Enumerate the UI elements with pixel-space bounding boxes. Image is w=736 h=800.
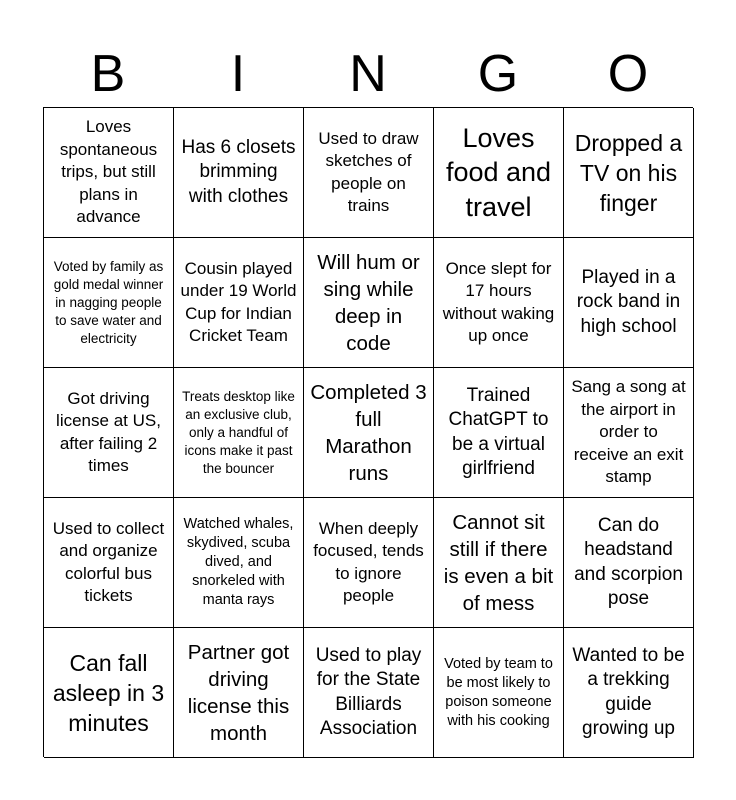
- bingo-cell[interactable]: [174, 498, 304, 628]
- cell-text: Dropped a TV on his finger: [574, 129, 683, 216]
- cell-text: Cousin played under 19 World Cup for Indian Cricket Team: [180, 258, 297, 345]
- title-letter-b: B: [90, 45, 126, 103]
- cell-text: Watched whales, skydived, scuba dived, and snorkeled with manta rays: [183, 516, 294, 608]
- cell-text: Trained ChatGPT to be a virtual girlfriend: [448, 384, 549, 479]
- bingo-cell[interactable]: [304, 498, 434, 628]
- bingo-cell[interactable]: [564, 368, 694, 498]
- bingo-cell[interactable]: [304, 368, 434, 498]
- title-letter-g: G: [477, 45, 519, 103]
- bingo-cell[interactable]: [564, 628, 694, 758]
- bingo-cell[interactable]: [304, 108, 434, 238]
- cell-text: Cannot sit still if there is even a bit of mess: [443, 510, 554, 615]
- bingo-cell[interactable]: [304, 238, 434, 368]
- bingo-cell[interactable]: [44, 628, 174, 758]
- cell-text: Can do headstand and scorpion pose: [574, 514, 683, 609]
- cell-text: Voted by team to be most likely to poison someone with his cooking: [444, 655, 553, 729]
- cell-text: Got driving license at US, after failing 2 times: [56, 388, 161, 475]
- cell-text: Treats desktop like an exclusive club, only a handful of icons make it past the bouncer: [182, 388, 295, 476]
- cell-text: When deeply focused, tends to ignore people: [313, 518, 424, 605]
- bingo-cell[interactable]: [174, 108, 304, 238]
- cell-text: Has 6 closets brimming with clothes: [181, 136, 296, 207]
- cell-text: Completed 3 full Marathon runs: [310, 380, 427, 485]
- cell-text: Will hum or sing while deep in code: [317, 250, 420, 355]
- bingo-cell[interactable]: [434, 108, 564, 238]
- bingo-cell[interactable]: [434, 498, 564, 628]
- bingo-cell[interactable]: [44, 238, 174, 368]
- bingo-cell[interactable]: [174, 238, 304, 368]
- cell-text: Sang a song at the airport in order to receive an exit stamp: [571, 377, 686, 487]
- title-letter-o: O: [607, 45, 649, 103]
- bingo-cell[interactable]: [44, 368, 174, 498]
- bingo-cell[interactable]: [434, 628, 564, 758]
- bingo-cell[interactable]: [564, 498, 694, 628]
- bingo-cell[interactable]: [174, 368, 304, 498]
- title-letter-i: I: [230, 45, 246, 103]
- bingo-cell[interactable]: [44, 498, 174, 628]
- bingo-grid: [43, 107, 693, 757]
- cell-text: Used to play for the State Billiards Association: [315, 644, 422, 739]
- bingo-title: [43, 44, 693, 104]
- cell-text: Voted by family as gold medal winner in nagging people to save water and electricity: [53, 258, 164, 346]
- cell-text: Used to collect and organize colorful bus tickets: [52, 518, 165, 605]
- cell-text: Wanted to be a trekking guide growing up: [572, 644, 685, 739]
- cell-text: Partner got driving license this month: [187, 640, 290, 745]
- cell-text: Loves spontaneous trips, but still plans in advance: [59, 117, 158, 227]
- cell-text: Once slept for 17 hours without waking up once: [442, 258, 555, 345]
- bingo-cell[interactable]: [174, 628, 304, 758]
- cell-text: Used to draw sketches of people on trains: [318, 128, 419, 215]
- bingo-cell[interactable]: [44, 108, 174, 238]
- bingo-cell[interactable]: [434, 238, 564, 368]
- bingo-cell[interactable]: [564, 108, 694, 238]
- bingo-cell[interactable]: [564, 238, 694, 368]
- cell-text: Loves food and travel: [445, 122, 552, 222]
- cell-text: Played in a rock band in high school: [576, 266, 681, 337]
- bingo-cell[interactable]: [434, 368, 564, 498]
- bingo-cell[interactable]: [304, 628, 434, 758]
- title-letter-n: N: [349, 45, 387, 103]
- cell-text: Can fall asleep in 3 minutes: [52, 649, 165, 736]
